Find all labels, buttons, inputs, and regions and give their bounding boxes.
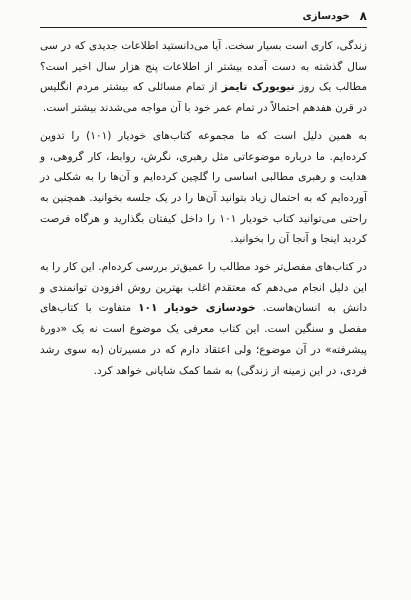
- paragraph-3-part-2: متفاوت با کتاب‌های مفصل و سنگین است. این کتاب معرفی یک موضوع است نه یک «دورهٔ پیشرفته» در آن موضوع؛ ولی اعتقاد دارم که در مسیرتان (به سوی رشد فردی، در این زمینه از زندگی) به شما کمک شایانی خواهد کرد.: [40, 302, 367, 377]
- body-text: [40, 36, 367, 381]
- paragraph-3-part-1: در کتاب‌های مفصل‌تر خود مطالب را عمیق‌تر بررسی کرده‌ام. این کار را به این دلیل انجام می‌دهم که معتقدم اغلب بهترین روش افزودن توانمندی و دانش به انسان‌هاست.: [40, 261, 367, 315]
- page-header: [40, 8, 367, 24]
- paragraph-1-part-1: زندگی، کاری است بسیار سخت. آیا می‌دانستید اطلاعات جدیدی که در سی سال گذشته به دست آمده بیشتر از اطلاعات پنج هزار سال اخیر است؟ مطالب یک روز: [40, 40, 367, 94]
- paragraph-2: [40, 126, 367, 250]
- running-title: خودسازی: [302, 10, 350, 22]
- newspaper-name: نیویورک تایمز: [221, 81, 295, 94]
- paragraph-2-text: به همین دلیل است که ما مجموعه کتاب‌های خودیار (۱۰۱) را تدوین کرده‌ایم. ما درباره موضوعاتی مثل رهبری، نگرش، روابط، کار گروهی، و هدایت و رهبری مطالبی اساسی را گلچین کرده‌ایم و آن‌ها را به شکلی در آورده‌ایم که به احتمال زیاد بتوانید آن‌ها را در یک جلسه بخوانید. همچنین به راحتی می‌توانید کتاب خودیار ۱۰۱ را داخل کیفتان بگذارید و هرگاه فرصت کردید اینجا و آنجا آن را بخوانید.: [40, 129, 367, 246]
- paragraph-3: [40, 257, 367, 381]
- paragraph-1-part-2: از تمام مسائلی که بیشتر مردم انگلیس در قرن هفدهم احتمالاً در تمام عمر خود با آن مواجه می‌شدند بیشتر است.: [40, 81, 367, 115]
- paragraph-1: [40, 36, 367, 119]
- book-title: خودسازی خودیار ۱۰۱: [138, 302, 256, 315]
- page-number: ۸: [359, 9, 367, 23]
- header-rule: [40, 27, 367, 28]
